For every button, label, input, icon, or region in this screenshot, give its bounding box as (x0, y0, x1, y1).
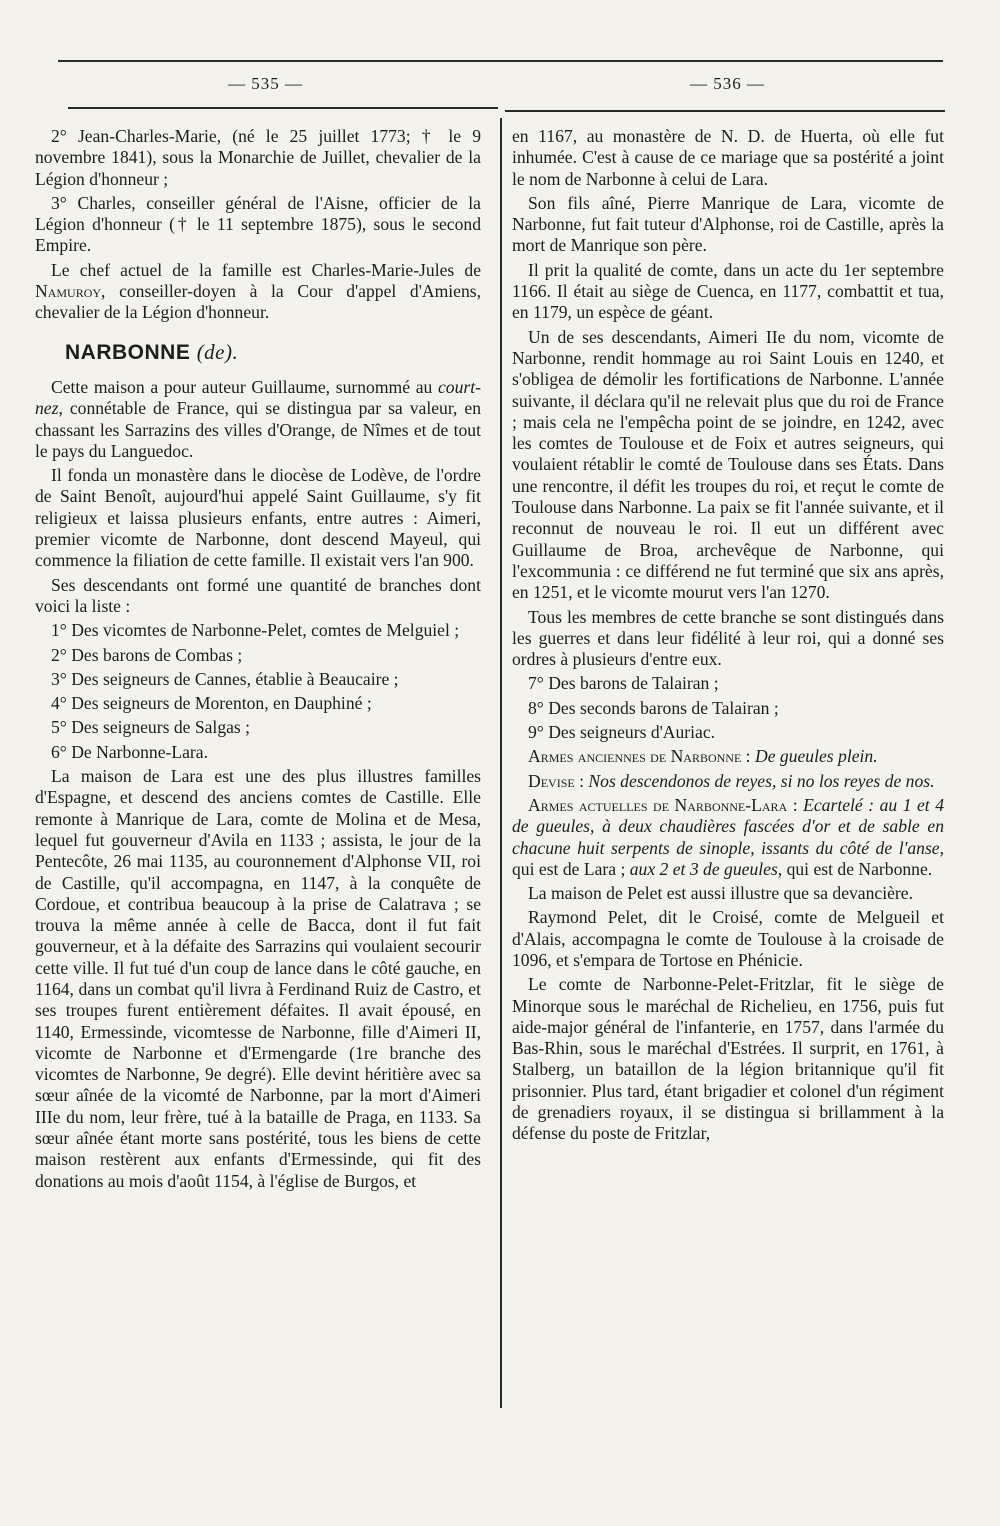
paragraph: Le comte de Narbonne-Pelet-Fritzlar, fit le siège de Minorque sous le maréchal de Richelieu, en 1756, puis fut aide-major général de l'infanterie, en 1757, dans l'armée du Bas-Rhin, sous le maréchal d'Estrées. Il surprit, en 1761, à Stalberg, un bataillon de la légion britannique qu'il fit prisonnier. Plus tard, étant brigadier et colonel d'un régiment de grenadiers royaux, il se distingua si brillamment à la défense du poste de Fritzlar, (512, 974, 944, 1144)
top-rule (58, 60, 943, 62)
list-item: 9° Des seigneurs d'Auriac. (528, 722, 716, 743)
left-header-rule (68, 107, 498, 109)
paragraph: 3° Charles, conseiller général de l'Aisne, officier de la Légion d'honneur († le 11 septembre 1875), sous le second Empire. (35, 192, 481, 256)
list-item: 3° Des seigneurs de Cannes, établie à Beaucaire ; (51, 668, 399, 689)
paragraph: La maison de Lara est une des plus illustres familles d'Espagne, et descend des anciens comtes de Castille. Elle remonte à Manrique de Lara, comte de Molina et de Mesa, lequel fut gouverneur d'Avila en 1133 ; assista, le jour de la Pentecôte, 26 mai 1135, au couronnement d'Alphonse VII, roi de Castille, qu'il accompagna, en 1147, à la conquête de Cordoue, et contribua beaucoup à la prise de Calatrava ; se trouva la même année à celle de Bacca, dont il fut fait gouverneur, et à la défaite des Sarrazins qui voulaient secourir cette ville. Il fut tué d'un coup de lance dans le côté gauche, en 1164, dans un combat qu'il livra à Ferdinand Ruiz de Castro, et ses troupes furent entièrement défaites. Il avait épousé, en 1140, Ermessinde, vicomtesse de Narbonne, fille d'Aimeri II, vicomte de Narbonne et d'Ermengarde (1re branche des vicomtes de Narbonne, 9e degré). Elle devint héritière avec sa sœur aînée de la vicomté de Narbonne, par la mort d'Aimeri IIIe du nom, leur frère, tué à la bataille de Praga, en 1133. Sa sœur aînée étant morte sans postérité, tous les biens de cette maison restèrent aux enfants d'Ermessinde, qui fit des donations au mois d'août 1154, à l'église de Burgos, et (35, 766, 481, 1191)
list-item: 1° Des vicomtes de Narbonne-Pelet, comtes de Melguiel ; (51, 620, 460, 641)
text-run: qui est de Narbonne. (782, 858, 933, 879)
list-item: 6° De Narbonne-Lara. (51, 741, 208, 762)
text-run: Cette maison a pour auteur Guillaume, surnommé au (51, 376, 438, 397)
paragraph (35, 260, 481, 324)
surname: Namuroy (35, 281, 102, 302)
blazon: De gueules plein. (754, 746, 878, 767)
paragraph: Tous les membres de cette branche se sont distingués dans les guerres et dans leur fidélité à leur roi, qui a donné ses ordres à plusieurs d'entre eux. (512, 606, 944, 670)
text-run: , conseiller-doyen à la Cour d'appel d'Amiens, chevalier de la Légion d'honneur. (35, 281, 481, 323)
heading-particle: (de). (196, 339, 239, 364)
paragraph: Il fonda un monastère dans le diocèse de Lodève, de l'ordre de Saint Benoît, aujourd'hui appelé Saint Guillaume, s'y fit religieux et laissa plusieurs enfants, entre autres : Aimeri, premier vicomte de Narbonne, dont descend Mayeul, qui commence la filiation de cette famille. Il existait vers l'an 900. (35, 465, 481, 571)
heading-text: NARBONNE (65, 340, 191, 364)
motto (512, 771, 944, 792)
left-column (35, 126, 481, 1195)
list-item: 5° Des seigneurs de Salgas ; (51, 717, 251, 738)
list-item: 7° Des barons de Talairan ; (528, 673, 719, 694)
blazon: aux 2 et 3 de gueules, (629, 858, 783, 879)
column-divider (500, 118, 502, 1408)
text-run: Le chef actuel de la famille est Charles-Marie-Jules de (51, 259, 481, 280)
paragraph: La maison de Pelet est aussi illustre que sa devancière. (528, 883, 913, 904)
arms-ancient (512, 746, 944, 767)
text-run: qui est de Lara ; (512, 858, 630, 879)
emphasis: court-nez (35, 376, 481, 419)
paragraph: Ses descendants ont formé une quantité de branches dont voici la liste : (35, 574, 481, 616)
paragraph: Raymond Pelet, dit le Croisé, comte de Melgueil et d'Alais, accompagna le comte de Toulouse à la croisade de 1096, et s'empara de Tortose en Phénicie. (512, 907, 944, 970)
page-number-right: — 536 — (690, 74, 765, 93)
section-heading (65, 339, 481, 364)
page-number-left: — 535 — (228, 74, 303, 93)
text-run: , connétable de France, qui se distingua par sa valeur, en chassant les Sarrazins des villes d'Orange, de Nîmes et de tout le pays du Languedoc. (35, 398, 481, 461)
list-item: 8° Des seconds barons de Talairan ; (528, 697, 779, 718)
paragraph: 2° Jean-Charles-Marie, (né le 25 juillet 1773; † le 9 novembre 1841), sous la Monarchie de Juillet, chevalier de la Légion d'honneur ; (35, 126, 481, 189)
motto-text: Nos descendonos de reyes, si no los reyes de nos. (588, 770, 935, 791)
label: Devise : (528, 770, 584, 791)
paragraph: Un de ses descendants, Aimeri IIe du nom, vicomte de Narbonne, rendit hommage au roi Saint Louis en 1240, et s'obligea de démolir les fortifications de Narbonne. L'année suivante, il déclara qu'il ne relevait plus que du roi de France ; mais cela ne l'empêcha point de se joindre, en 1242, avec les comtes de Toulouse et de Foix et autres seigneurs, qui voulaient rétablir le comté de Toulouse dans ses États. Dans une rencontre, il défit les troupes du roi, et reçut le comte de Toulouse dans Narbonne. La paix se fit l'année suivante, et il reconnut de nouveau le roi. Il eut un différent avec Guillaume de Broa, archevêque de Narbonne, qui l'excommunia : ce différend ne fut terminé que six ans après, en 1251, et le vicomte mourut vers l'an 1270. (512, 326, 944, 603)
right-header-rule (505, 110, 945, 112)
label: Armes anciennes de Narbonne : (528, 746, 751, 767)
paragraph: Il prit la qualité de comte, dans un acte du 1er septembre 1166. Il était au siège de Cuenca, en 1177, combattit et tua, en 1179, un espèce de géant. (512, 259, 944, 323)
blazon: Ecartelé : au 1 et 4 de gueules, à deux chaudières fascées d'or et de sable en chacune huit serpents de sinople, issants du côté de l'anse, (512, 794, 944, 858)
right-column (512, 126, 944, 1148)
paragraph: Son fils aîné, Pierre Manrique de Lara, vicomte de Narbonne, fut fait tuteur d'Alphonse, roi de Castille, après la mort de Manrique son père. (512, 192, 944, 256)
paragraph: en 1167, au monastère de N. D. de Huerta, où elle fut inhumée. C'est à cause de ce mariage que sa postérité a joint le nom de Narbonne à celui de Lara. (512, 126, 944, 189)
label: Armes actuelles de Narbonne-Lara : (528, 794, 798, 815)
list-item: 4° Des seigneurs de Morenton, en Dauphiné ; (51, 693, 372, 714)
list-item: 2° Des barons de Combas ; (51, 644, 243, 665)
arms-current (512, 795, 944, 880)
paragraph (35, 377, 481, 462)
